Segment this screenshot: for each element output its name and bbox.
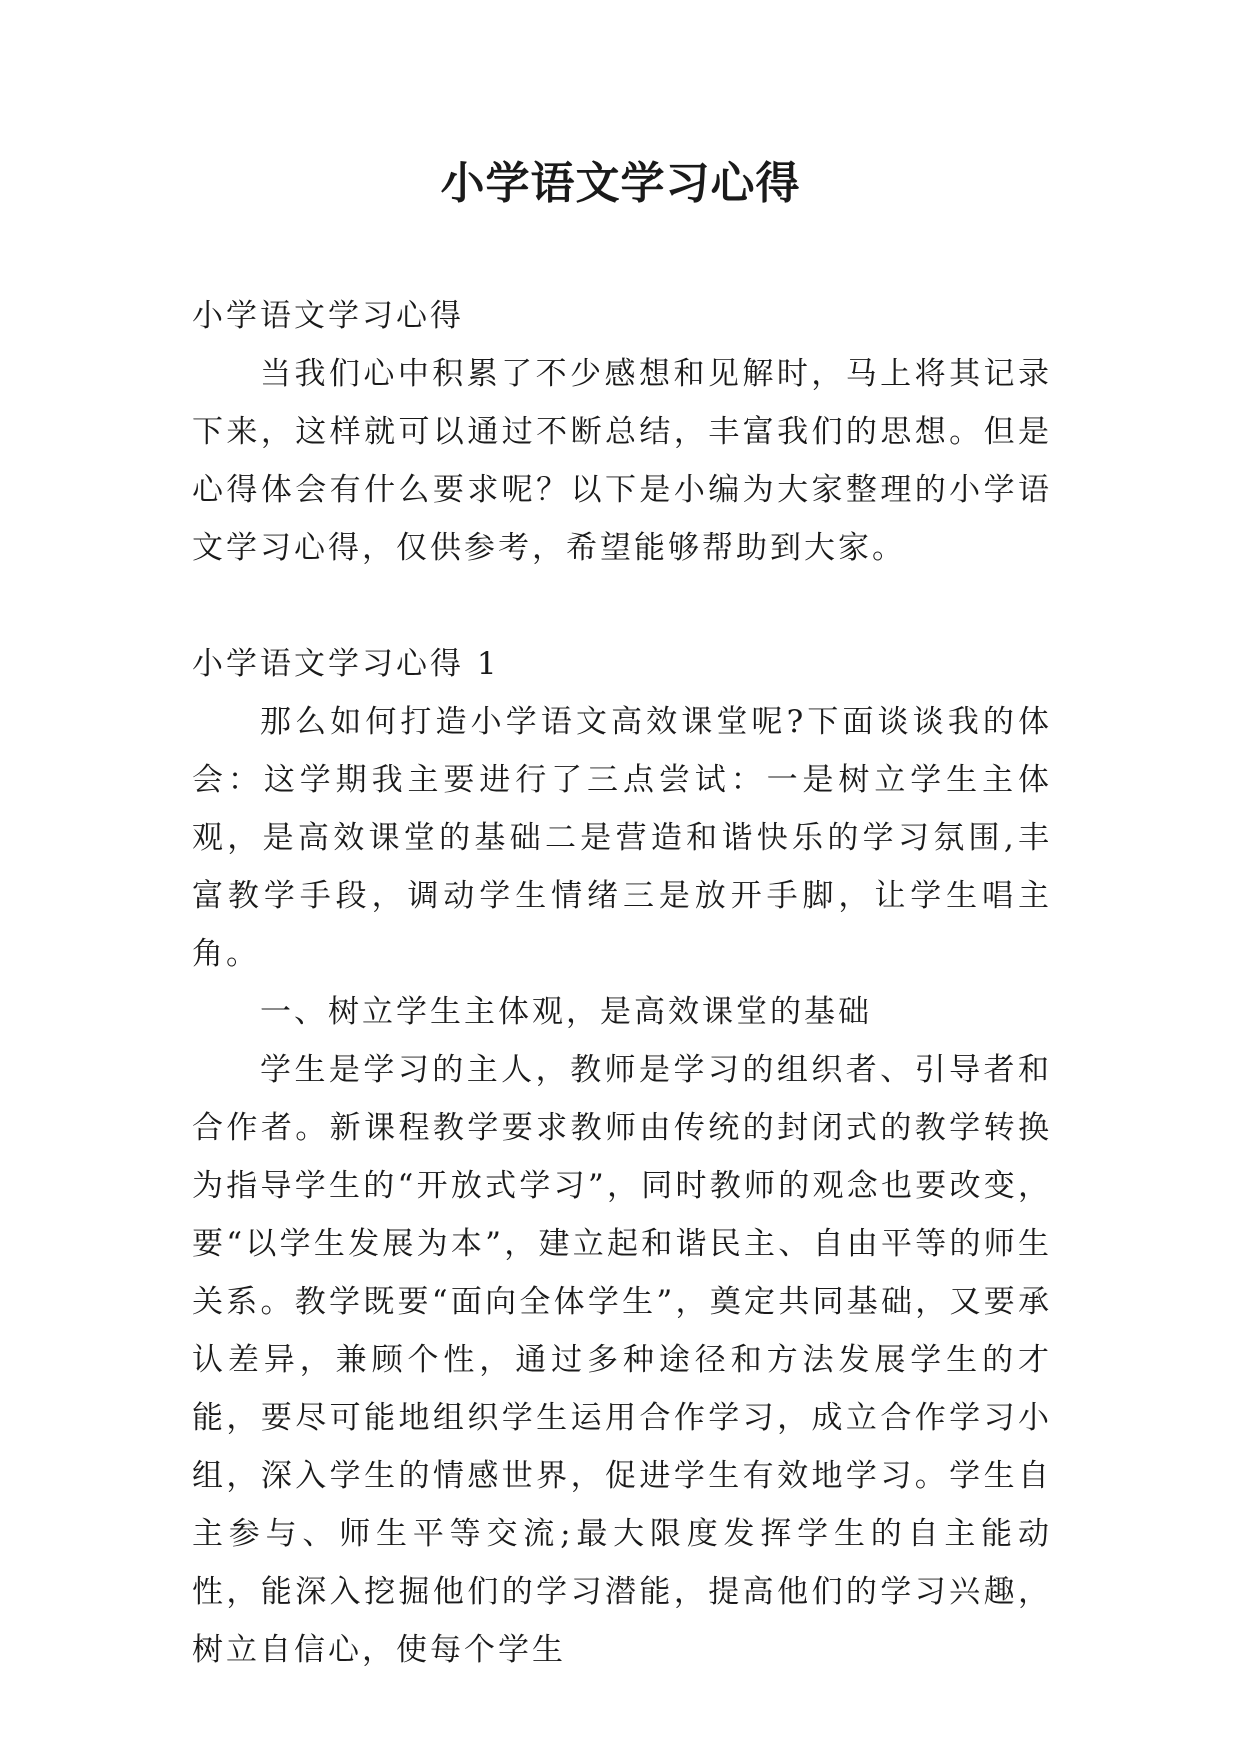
spacer: [192, 577, 1052, 635]
section-heading: 小学语文学习心得 1: [192, 646, 500, 682]
point-heading-1: 一、树立学生主体观，是高效课堂的基础: [260, 994, 872, 1030]
paragraph-2: 学生是学习的主人，教师是学习的组织者、引导者和合作者。新课程教学要求教师由传统的封闭式的教学转换为指导学生的“开放式学习”，同时教师的观念也要改变，要“以学生发展为本”，建立起和谐民主、自由平等的师生关系。教学既要“面向全体学生”，奠定共同基础，又要承认差异，兼顾个性，通过多种途径和方法发展学生的才能，要尽可能地组织学生运用合作学习，成立合作学习小组，深入学生的情感世界，促进学生有效地学习。学生自主参与、师生平等交流;最大限度发挥学生的自主能动性，能深入挖掘他们的学习潜能，提高他们的学习兴趣，树立自信心，使每个学生: [192, 1052, 1052, 1668]
document-body: [192, 287, 1052, 1679]
paragraph-1: 那么如何打造小学语文高效课堂呢?下面谈谈我的体会：这学期我主要进行了三点尝试：一是树立学生主体观，是高效课堂的基础二是营造和谐快乐的学习氛围,丰富教学手段，调动学生情绪三是放开手脚，让学生唱主角。: [192, 704, 1052, 972]
document-title: 小学语文学习心得: [440, 158, 801, 209]
intro-paragraph: 当我们心中积累了不少感想和见解时，马上将其记录下来，这样就可以通过不断总结，丰富我们的思想。但是心得体会有什么要求呢？以下是小编为大家整理的小学语文学习心得，仅供参考，希望能够帮助到大家。: [192, 356, 1052, 566]
subtitle: 小学语文学习心得: [192, 298, 464, 334]
